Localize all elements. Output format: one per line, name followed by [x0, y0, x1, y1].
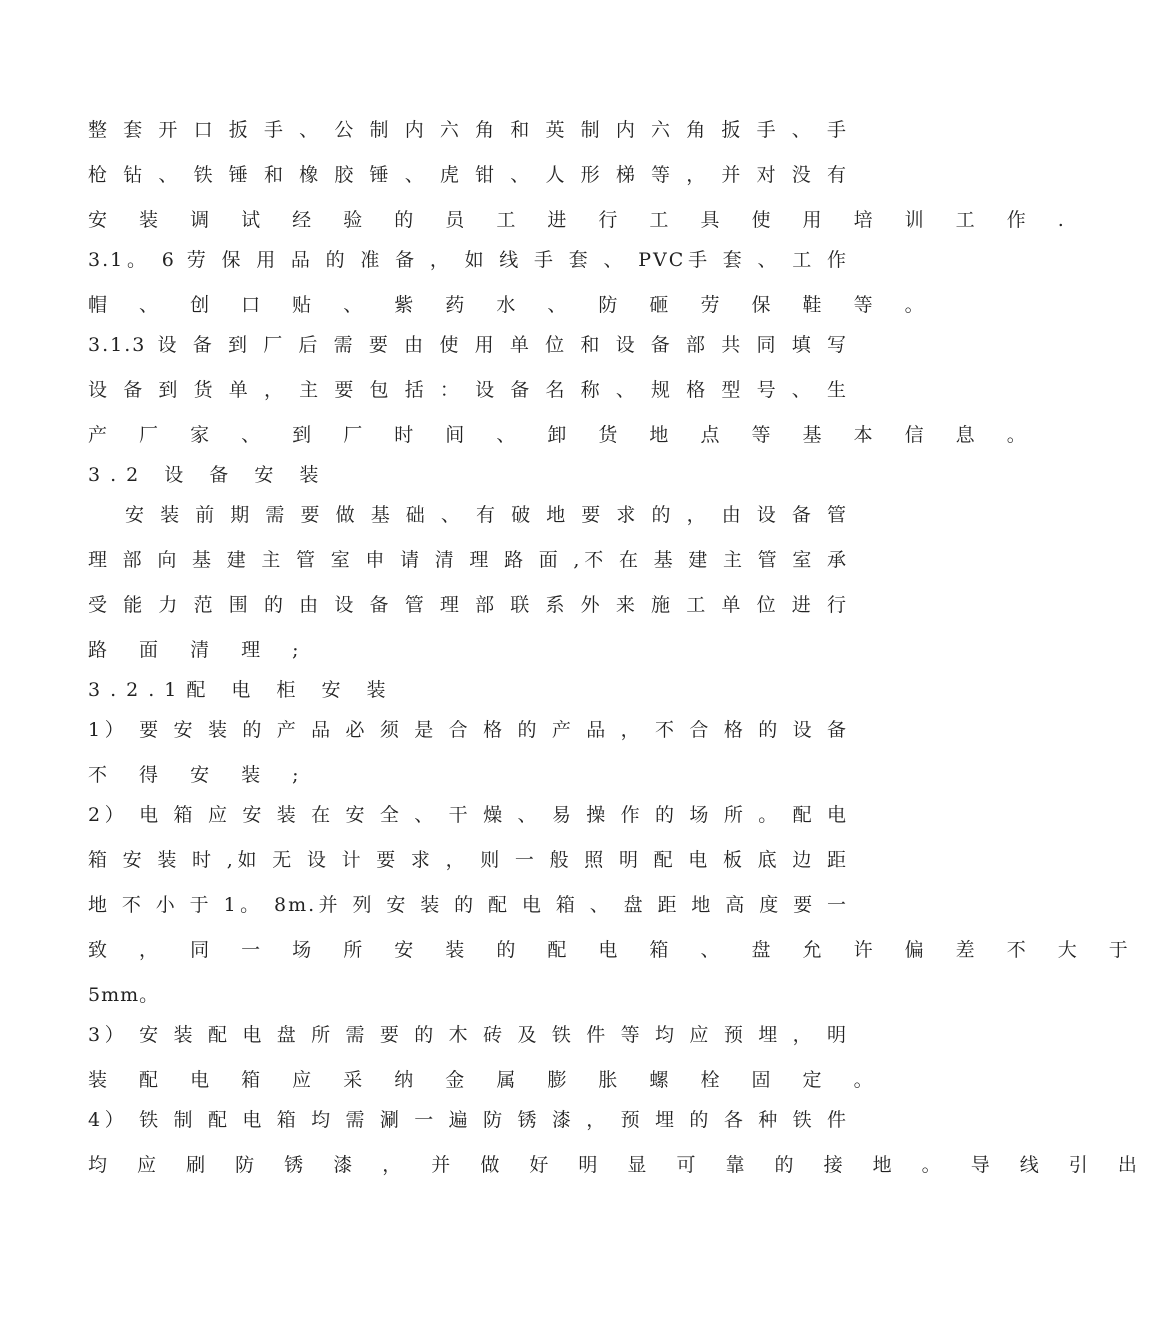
text-line: 装 配 电 箱 应 采 纳 金 属 膨 胀 螺 栓 固 定 。 — [88, 1069, 886, 1091]
section-heading: 3.2 设 备 安 装 — [88, 464, 329, 486]
text-line: 理 部 向 基 建 主 管 室 申 请 清 理 路 面 ,不 在 基 建 主 管 室 承 — [88, 549, 848, 571]
text-line: 1） 要 安 装 的 产 品 必 须 是 合 格 的 产 品 ， 不 合 格 的 设 备 — [88, 719, 848, 741]
text-line: 3） 安 装 配 电 盘 所 需 要 的 木 砖 及 铁 件 等 均 应 预 埋 ， 明 — [88, 1024, 848, 1046]
text-line: 地 不 小 于 1。 8m.并 列 安 装 的 配 电 箱 、 盘 距 地 高 度 要 一 — [88, 894, 848, 916]
text-line: 3.1。 6 劳 保 用 品 的 准 备 ， 如 线 手 套 、 PVC手 套 、 工 作 — [88, 249, 848, 271]
text-line: 2） 电 箱 应 安 装 在 安 全 、 干 燥 、 易 操 作 的 场 所 。 配 电 — [88, 804, 848, 826]
text-line: 3.1.3 设 备 到 厂 后 需 要 由 使 用 单 位 和 设 备 部 共 同 填 写 — [88, 334, 848, 356]
text-line: 整 套 开 口 扳 手 、 公 制 内 六 角 和 英 制 内 六 角 扳 手 、 手 — [88, 119, 848, 141]
text-line: 5mm。 — [88, 984, 160, 1006]
text-line: 不 得 安 装 ; — [88, 764, 312, 786]
text-line: 受 能 力 范 围 的 由 设 备 管 理 部 联 系 外 来 施 工 单 位 进 行 — [88, 594, 848, 616]
text-line: 均 应 刷 防 锈 漆 ， 并 做 好 明 显 可 靠 的 接 地 。 导 线 引 出 — [88, 1154, 1149, 1176]
text-line: 产 厂 家 、 到 厂 时 间 、 卸 货 地 点 等 基 本 信 息 。 — [88, 424, 1039, 446]
text-line: 设 备 到 货 单 ， 主 要 包 括 ： 设 备 名 称 、 规 格 型 号 、 生 — [88, 379, 848, 401]
text-line: 帽 、 创 口 贴 、 紫 药 水 、 防 砸 劳 保 鞋 等 。 — [88, 294, 937, 316]
text-line: 致 ， 同 一 场 所 安 装 的 配 电 箱 、 盘 允 许 偏 差 不 大 于 — [88, 939, 1141, 961]
text-line: 箱 安 装 时 ,如 无 设 计 要 求 ， 则 一 般 照 明 配 电 板 底 边 距 — [88, 849, 848, 871]
text-line: 安 装 调 试 经 验 的 员 工 进 行 工 具 使 用 培 训 工 作 . — [88, 209, 1077, 231]
section-heading: 3.2.1配 电 柜 安 装 — [88, 679, 396, 701]
text-line: 安 装 前 期 需 要 做 基 础 、 有 破 地 要 求 的 ， 由 设 备 管 — [125, 504, 848, 526]
text-line: 枪 钻 、 铁 锤 和 橡 胶 锤 、 虎 钳 、 人 形 梯 等 ， 并 对 没 有 — [88, 164, 848, 186]
text-line: 路 面 清 理 ; — [88, 639, 312, 661]
text-line: 4） 铁 制 配 电 箱 均 需 涮 一 遍 防 锈 漆 ， 预 埋 的 各 种 铁 件 — [88, 1109, 848, 1131]
